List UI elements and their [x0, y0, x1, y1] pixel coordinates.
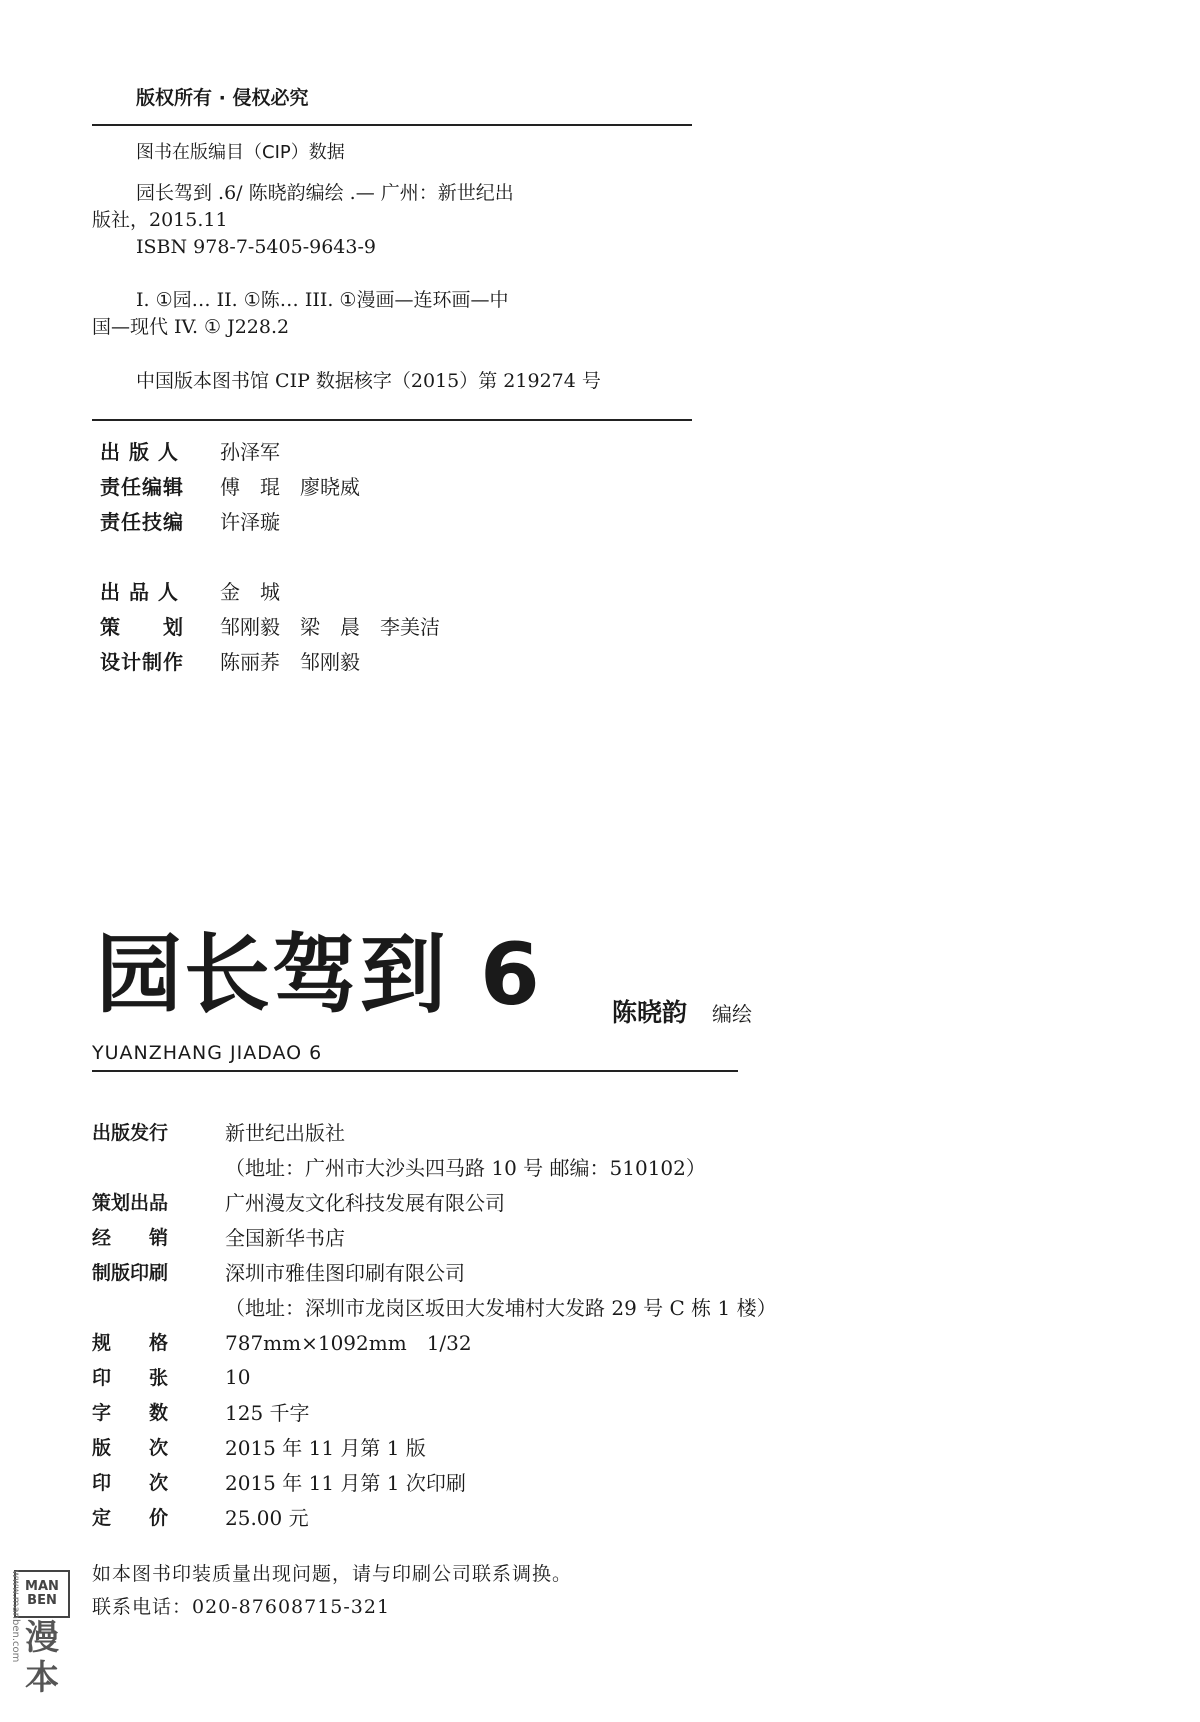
credit-label: 策 划: [100, 615, 184, 639]
info-value: 25.00 元: [225, 1506, 309, 1530]
info-row: [92, 1359, 777, 1394]
credit-row: [100, 573, 440, 608]
info-row: [92, 1184, 777, 1219]
watermark-char-2: 本: [25, 1658, 59, 1698]
info-label: 版 次: [92, 1437, 169, 1459]
info-row: [92, 1394, 777, 1429]
info-label: 定 价: [92, 1507, 169, 1529]
site-watermark: [10, 1570, 70, 1710]
info-label: 印 张: [92, 1367, 169, 1389]
info-row: [92, 1254, 777, 1289]
quality-notice: 如本图书印装质量出现问题，请与印刷公司联系调换。: [92, 1563, 573, 1585]
info-value: 深圳市雅佳图印刷有限公司: [225, 1261, 465, 1285]
cip-line-5: 国—现代 IV. ① J228.2: [92, 316, 290, 338]
info-label: 规 格: [92, 1332, 169, 1354]
publication-info: [92, 1114, 777, 1534]
info-label: 制版印刷: [92, 1262, 169, 1284]
divider-title: [92, 1070, 738, 1072]
info-value: 2015 年 11 月第 1 次印刷: [225, 1471, 466, 1495]
info-row: [92, 1324, 777, 1359]
credit-label: 责任技编: [100, 510, 184, 534]
cip-title: 图书在版编目（CIP）数据: [136, 142, 345, 163]
credit-value: 邹刚毅 梁 晨 李美洁: [220, 615, 440, 639]
info-row: [92, 1219, 777, 1254]
info-row: [92, 1114, 777, 1149]
credit-value: 金 城: [220, 580, 280, 604]
credits-production: [100, 573, 440, 678]
info-row: [92, 1149, 777, 1184]
book-author: 陈晓韵: [612, 998, 688, 1027]
info-label: 策划出品: [92, 1192, 169, 1214]
credits-staff: [100, 433, 360, 538]
info-label: 印 次: [92, 1472, 169, 1494]
info-value: （地址：深圳市龙岗区坂田大发埔村大发路 29 号 C 栋 1 楼）: [225, 1296, 777, 1320]
watermark-url: www.manben.com: [10, 1570, 21, 1663]
credit-label: 责任编辑: [100, 475, 184, 499]
book-pinyin-title: YUANZHANG JIADAO 6: [92, 1042, 323, 1064]
cip-line-6: 中国版本图书馆 CIP 数据核字（2015）第 219274 号: [136, 370, 601, 392]
info-label: 经 销: [92, 1227, 169, 1249]
info-row: [92, 1289, 777, 1324]
credit-value: 孙泽军: [220, 440, 280, 464]
info-value: 2015 年 11 月第 1 版: [225, 1436, 426, 1460]
credit-row: [100, 643, 440, 678]
info-value: 全国新华书店: [225, 1226, 345, 1250]
credit-value: 陈丽荞 邹刚毅: [220, 650, 360, 674]
cip-line-1: 园长驾到 .6/ 陈晓韵编绘 .— 广州：新世纪出: [136, 182, 514, 204]
cip-line-4: I. ①园… II. ①陈… III. ①漫画—连环画—中: [136, 289, 509, 311]
cip-line-2: 版社，2015.11: [92, 209, 228, 231]
credit-label: 出 品 人: [100, 580, 179, 604]
credit-row: [100, 433, 360, 468]
info-label: 出版发行: [92, 1122, 169, 1144]
credit-label: 出 版 人: [100, 440, 179, 464]
credit-row: [100, 468, 360, 503]
divider-top: [92, 124, 692, 126]
info-value: 10: [225, 1364, 251, 1389]
info-row: [92, 1464, 777, 1499]
watermark-char-1: 漫: [25, 1618, 59, 1658]
credit-value: 傅 琨 廖晓威: [220, 475, 360, 499]
divider-mid: [92, 419, 692, 421]
cip-line-3: ISBN 978-7-5405-9643-9: [136, 236, 376, 258]
book-title: 园长驾到 6: [96, 925, 542, 1025]
info-label: 字 数: [92, 1402, 169, 1424]
info-value: 125 千字: [225, 1401, 310, 1425]
watermark-logo-box: MAN BEN: [14, 1570, 70, 1618]
info-value: 广州漫友文化科技发展有限公司: [225, 1191, 505, 1215]
info-value: 787mm×1092mm 1/32: [225, 1331, 472, 1355]
info-row: [92, 1429, 777, 1464]
credit-row: [100, 503, 360, 538]
info-row: [92, 1499, 777, 1534]
info-value: （地址：广州市大沙头四马路 10 号 邮编：510102）: [225, 1156, 706, 1180]
contact-phone: 联系电话：020-87608715-321: [92, 1596, 391, 1618]
credit-label: 设计制作: [100, 650, 184, 674]
copyright-notice: 版权所有 · 侵权必究: [136, 87, 309, 109]
author-role: 编绘: [712, 1002, 752, 1026]
credit-row: [100, 608, 440, 643]
info-value: 新世纪出版社: [225, 1121, 345, 1145]
credit-value: 许泽璇: [220, 510, 280, 534]
